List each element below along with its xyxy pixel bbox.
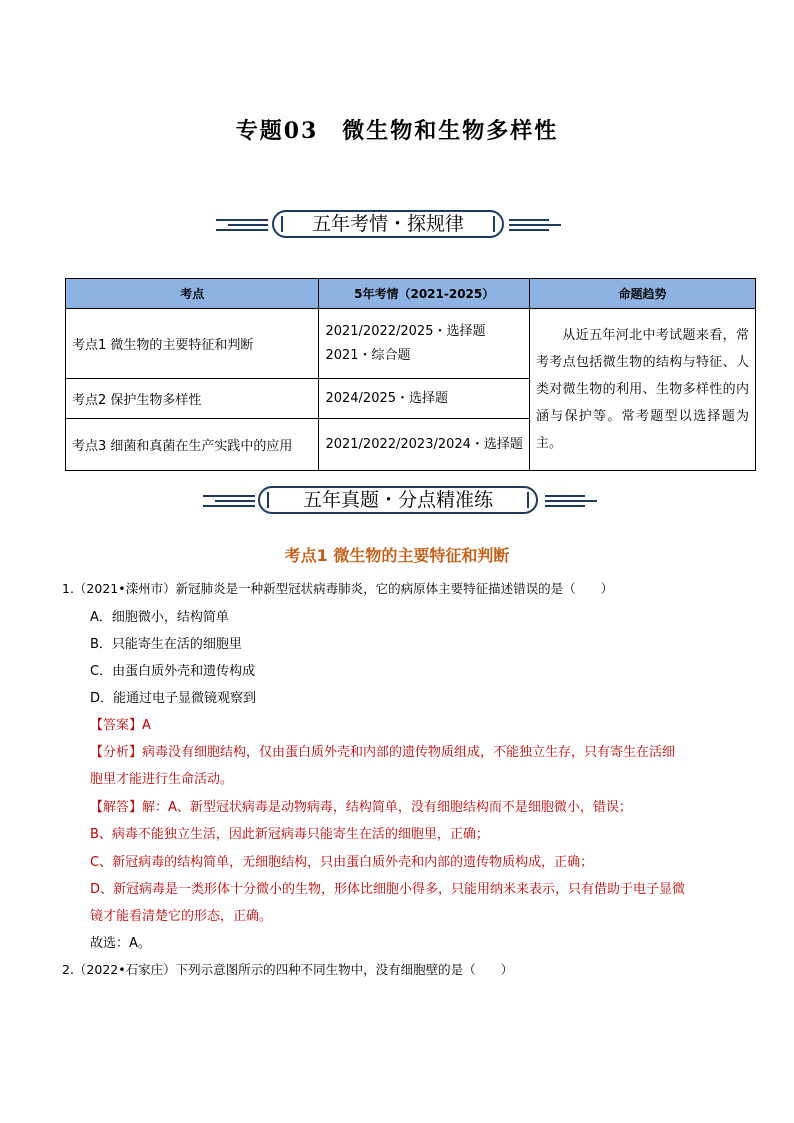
row-point: 考点1 微生物的主要特征和判断 (66, 309, 319, 379)
conclusion-line: 故选：A。 (90, 936, 151, 951)
page-title: 专题03 微生物和生物多样性 (235, 118, 559, 144)
question-stem: 1.（2021•滦州市）新冠肺炎是一种新型冠状病毒肺炎，它的病原体主要特征描述错误的是（ ） (62, 581, 614, 596)
banner-deco-right (509, 219, 561, 233)
solution-line: B、病毒不能独立生活，因此新冠病毒只能寄生在活的细胞里，正确； (90, 827, 489, 842)
section-banner-exam-trend (0, 210, 794, 244)
banner-title: 五年真题・分点精准练 (258, 486, 538, 514)
row-years (319, 379, 529, 419)
solution-line: 镜才能看清楚它的形态，正确。 (90, 909, 273, 924)
year-entry: 2021・综合题 (325, 347, 411, 363)
answer-value: A (142, 718, 151, 733)
solution-text: 解：A、新型冠状病毒是动物病毒，结构简单，没有细胞结构而不是细胞微小，错误； (142, 800, 632, 815)
exam-trend-table (65, 278, 756, 471)
banner-title: 五年考情・探规律 (272, 210, 504, 238)
table-row (66, 309, 756, 379)
row-years (319, 309, 529, 379)
banner-deco-left (216, 219, 268, 233)
analysis-tag: 【分析】 (90, 745, 143, 760)
header-point: 考点 (66, 279, 319, 309)
year-entry: 2024/2025・选择题 (325, 390, 449, 406)
table-header-row (66, 279, 756, 309)
analysis-line (90, 741, 675, 760)
answer-tag: 【答案】 (90, 718, 143, 733)
row-point: 考点3 细菌和真菌在生产实践中的应用 (66, 419, 319, 471)
header-years: 5年考情（2021-2025） (319, 279, 529, 309)
option-d: D．能通过电子显微镜观察到 (90, 691, 257, 706)
section-banner-practice (0, 486, 794, 520)
header-trend: 命题趋势 (529, 279, 755, 309)
solution-line (90, 796, 632, 815)
section-heading: 考点1 微生物的主要特征和判断 (284, 546, 510, 565)
row-point: 考点2 保护生物多样性 (66, 379, 319, 419)
solution-line: C、新冠病毒的结构简单，无细胞结构，只由蛋白质外壳和内部的遗传物质构成，正确； (90, 855, 594, 870)
answer-line (90, 714, 151, 733)
row-years (319, 419, 529, 471)
banner-deco-right (545, 495, 597, 509)
option-a: A．细胞微小，结构简单 (90, 610, 229, 625)
analysis-text: 病毒没有细胞结构，仅由蛋白质外壳和内部的遗传物质组成，不能独立生存，只有寄生在活细 (142, 745, 676, 760)
option-b: B．只能寄生在活的细胞里 (90, 637, 242, 652)
trend-text: 从近五年河北中考试题来看，常考考点包括微生物的结构与特征、人类对微生物的利用、生物多样性的内涵与保护等。常考题型以选择题为主。 (529, 309, 755, 471)
year-entry: 2021/2022/2025・选择题 (325, 323, 486, 339)
analysis-line-2: 胞里才能进行生命活动。 (90, 772, 234, 787)
year-entry: 2021/2022/2023/2024・选择题 (325, 436, 523, 452)
question-stem: 2.（2022•石家庄）下列示意图所示的四种不同生物中，没有细胞壁的是（ ） (62, 962, 514, 977)
solution-tag: 【解答】 (90, 800, 143, 815)
option-c: C．由蛋白质外壳和遗传构成 (90, 664, 256, 679)
solution-line: D、新冠病毒是一类形体十分微小的生物，形体比细胞小得多，只能用纳米来表示，只有借助于电子显微 (90, 882, 686, 897)
banner-deco-left (203, 495, 255, 509)
